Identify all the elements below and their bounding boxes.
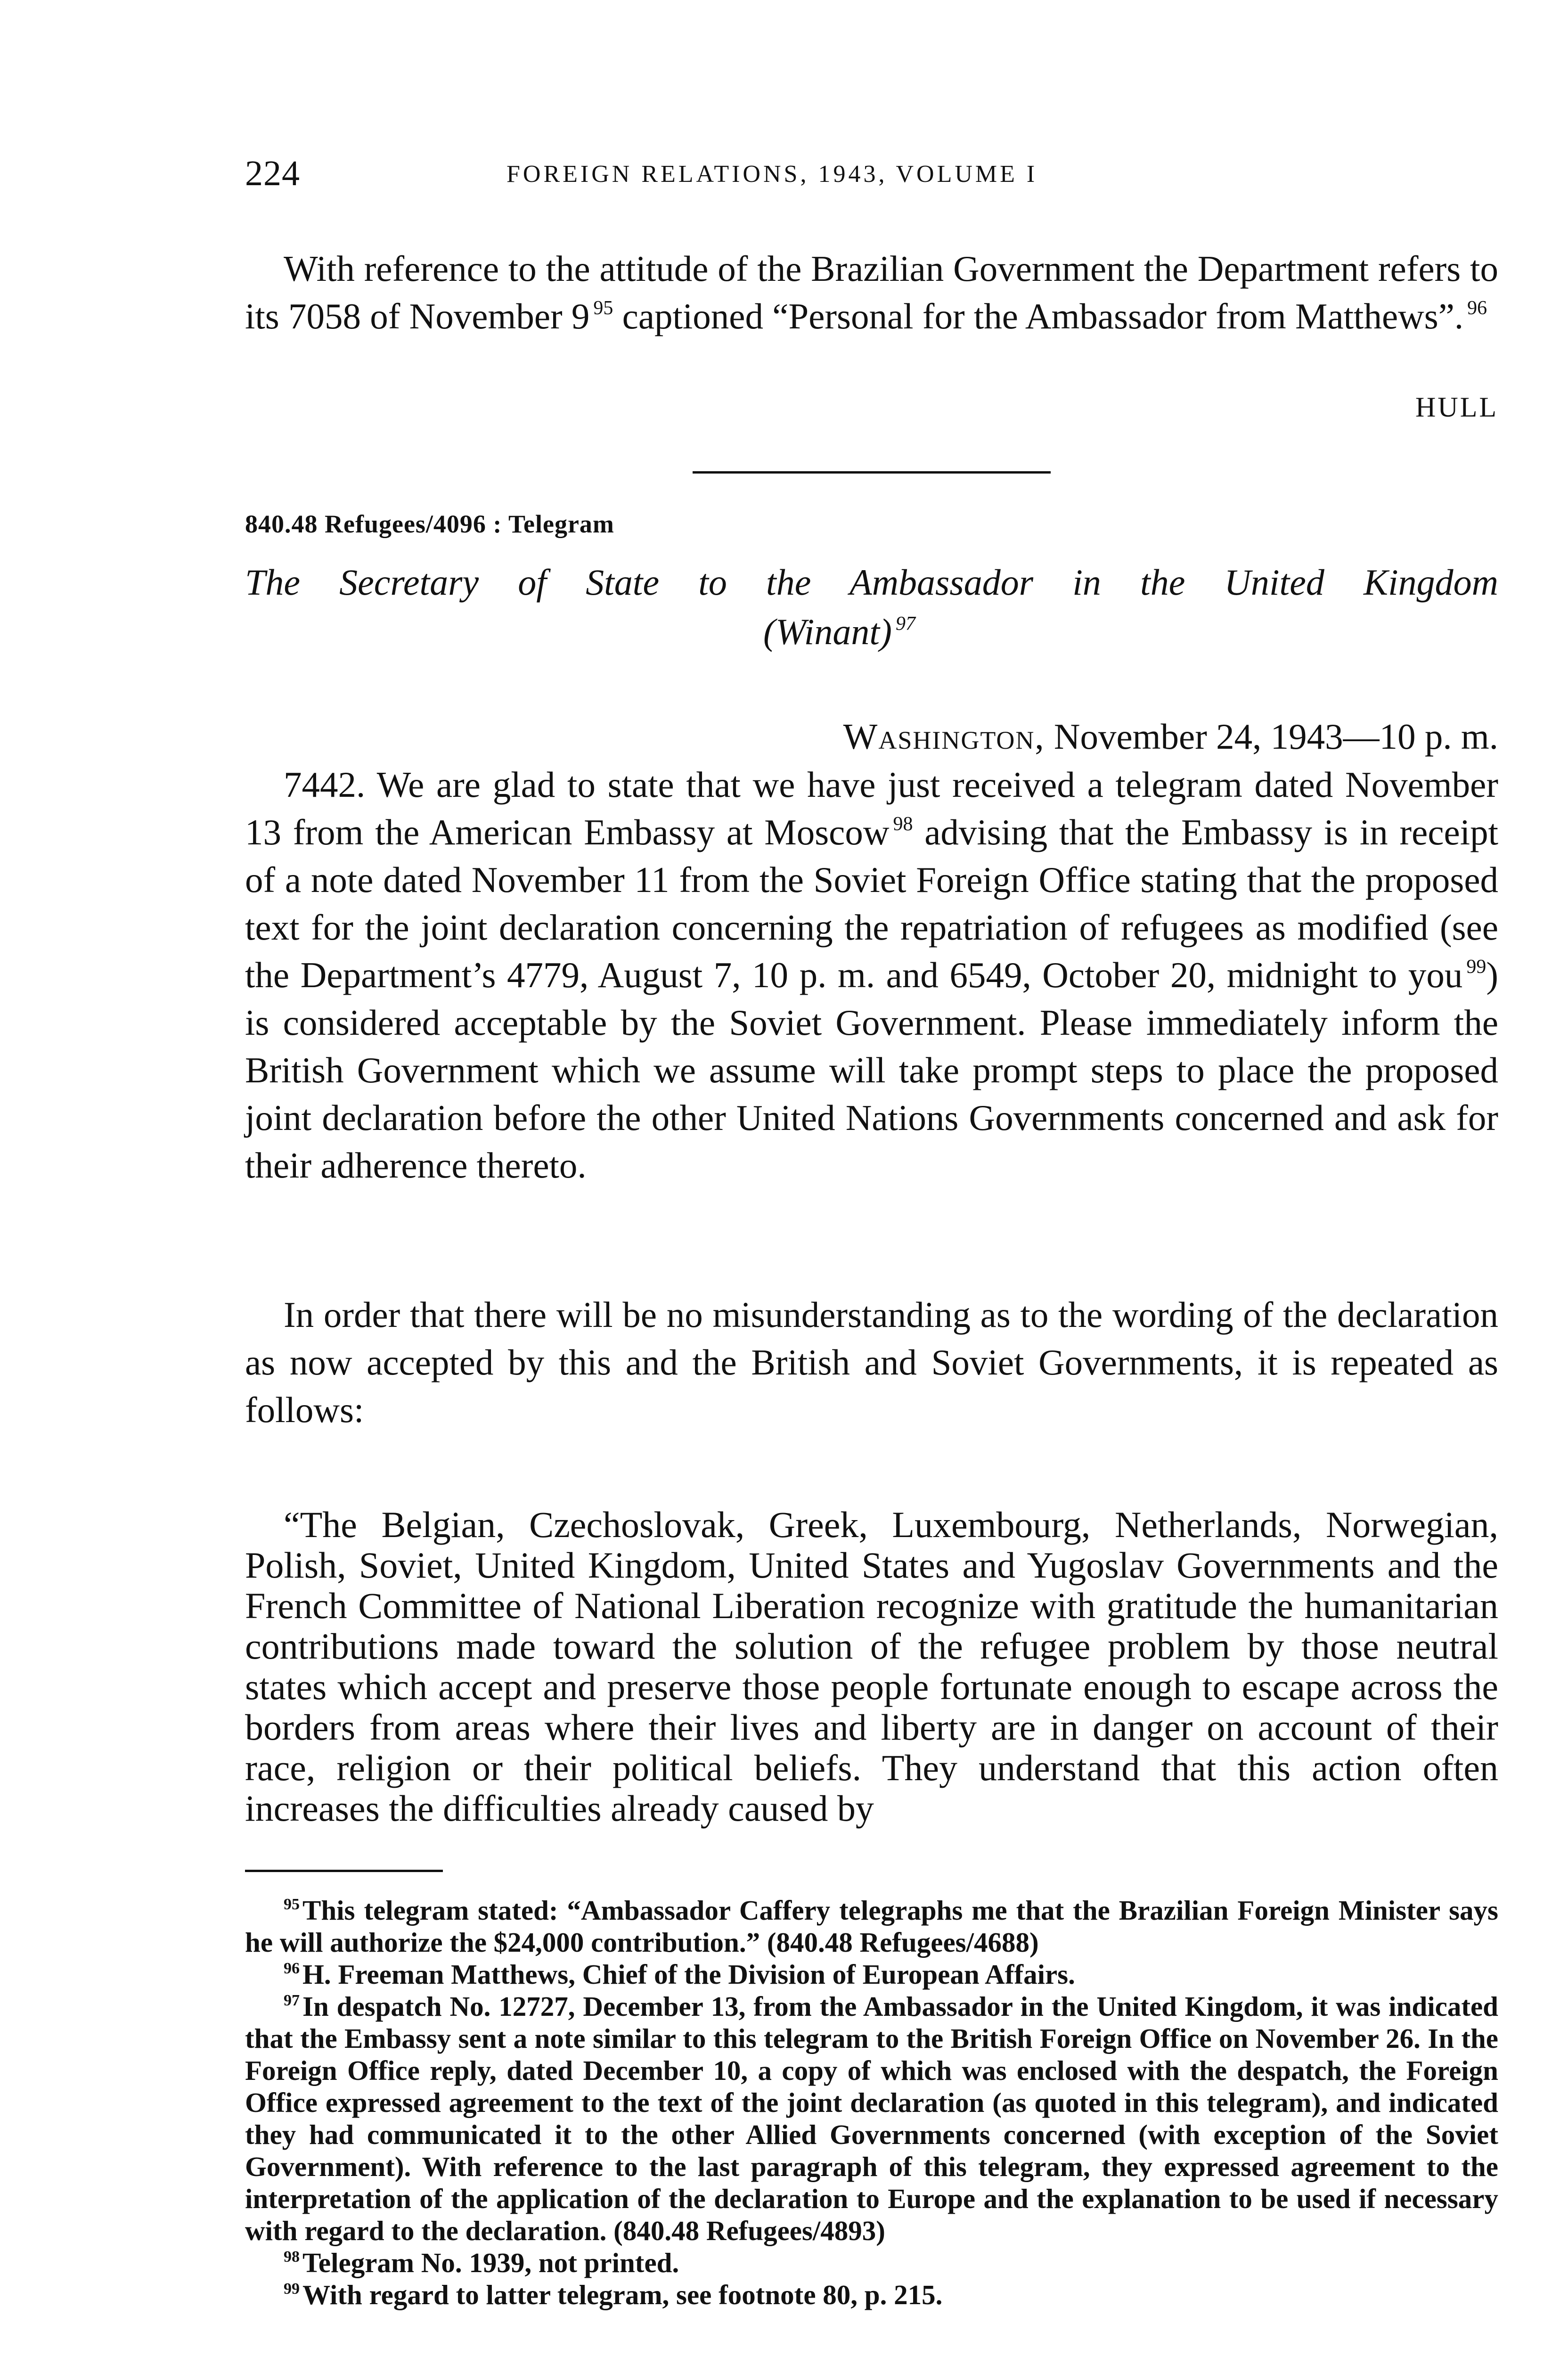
footnote-reference-97: 97 <box>895 613 915 635</box>
file-reference: 840.48 Refugees/4096 : Telegram <box>245 510 614 538</box>
page-header <box>245 155 1527 207</box>
footnote-97: $^{97}$ In despatch No. 12727, December 13, from the Ambassador in the United Kingdom, it was indicated that the Embassy sent a note similar to this telegram to the British Foreign Office on November 26. In the Foreign Office reply, dated December 10, a copy of which was enclosed with the despatch, the Foreign Office expressed agreement to the text of the joint declaration (as quoted in this telegram), and indicated they had communicated it to the other Allied Governments concerned (with exception of the Soviet Government). With reference to the last paragraph of this telegram, they expressed agreement to the interpretation of the application of the declaration to Europe and the explanation to be used if necessary with regard to the declaration. (840.48 Refugees/4893) <box>245 1991 1498 2246</box>
footnote-reference-95: 95 <box>593 297 613 319</box>
footnote-reference-98: 98 <box>893 813 913 835</box>
footnote-rule <box>245 1870 443 1872</box>
telegram-paragraph-2: In order that there will be no misunderstanding as to the wording of the declaration as now accepted by this and the British and Soviet Governments, it is repeated as follows: <box>245 1294 1498 1430</box>
preceding-paragraph: With reference to the attitude of the Brazilian Government the Department refers to its 7058 of November 9 $^{95}$ captioned “Personal for the Ambassador from Matthews”. $^{96}$ <box>245 248 1498 336</box>
document-title: The Secretary of State to the Ambassador in the United Kingdom <box>245 562 1498 603</box>
footnote-98: $^{98}$ Telegram No. 1939, not printed. <box>284 2247 679 2278</box>
page-number: 224 <box>245 154 300 193</box>
running-head: FOREIGN RELATIONS, 1943, VOLUME I <box>506 161 1038 188</box>
footnote-reference-96: 96 <box>1467 297 1487 319</box>
telegram-paragraph-1: 7442. We are glad to state that we have just received a telegram dated November 13 from the American Embassy at Moscow $^{98}$ advising that the Embassy is in receipt of a note dated November 11 from the Soviet Foreign Office stating that the proposed text for the joint declaration concerning the repatriation of refugees as modified (see the Department’s 4779, August 7, 10 p. m. and 6549, October 20, midnight to you $^{99}$) is considered acceptable by the Soviet Government. Please immediately inform the British Government which we assume will take prompt steps to place the proposed joint declaration before the other United Nations Governments concerned and ask for their adherence thereto. <box>245 764 1498 1186</box>
signature: HULL <box>1415 392 1498 423</box>
footnote-96: $^{96}$ H. Freeman Matthews, Chief of the Division of European Affairs. <box>284 1959 1075 1990</box>
document-separator <box>693 471 1051 474</box>
footnotes <box>245 1894 1498 2311</box>
document-title-recipient: (Winant) $^{97}$ <box>763 611 915 652</box>
quoted-declaration: “The Belgian, Czechoslovak, Greek, Luxembourg, Netherlands, Norwegian, Polish, Soviet, United Kingdom, United States and Yugoslav Governments and the French Committee of National Liberation recognize with gratitude the humanitarian contributions made toward the solution of the refugee problem by those neutral states which accept and preserve those people fortunate enough to escape across the borders from areas where their lives and liberty are in danger on account of their race, religion or their political beliefs. They understand that this action often increases the difficulties already caused by <box>245 1504 1498 1829</box>
footnote-reference-99: 99 <box>1466 956 1486 978</box>
footnote-99: $^{99}$ With regard to latter telegram, see footnote 80, p. 215. <box>284 2279 943 2310</box>
dateline: Washington, November 24, 1943—10 p. m. <box>843 716 1498 757</box>
footnote-95: $^{95}$ This telegram stated: “Ambassador Caffery telegraphs me that the Brazilian Foreign Minister says he will authorize the $24,000 contribution.” (840.48 Refugees/4688) <box>245 1895 1498 1958</box>
